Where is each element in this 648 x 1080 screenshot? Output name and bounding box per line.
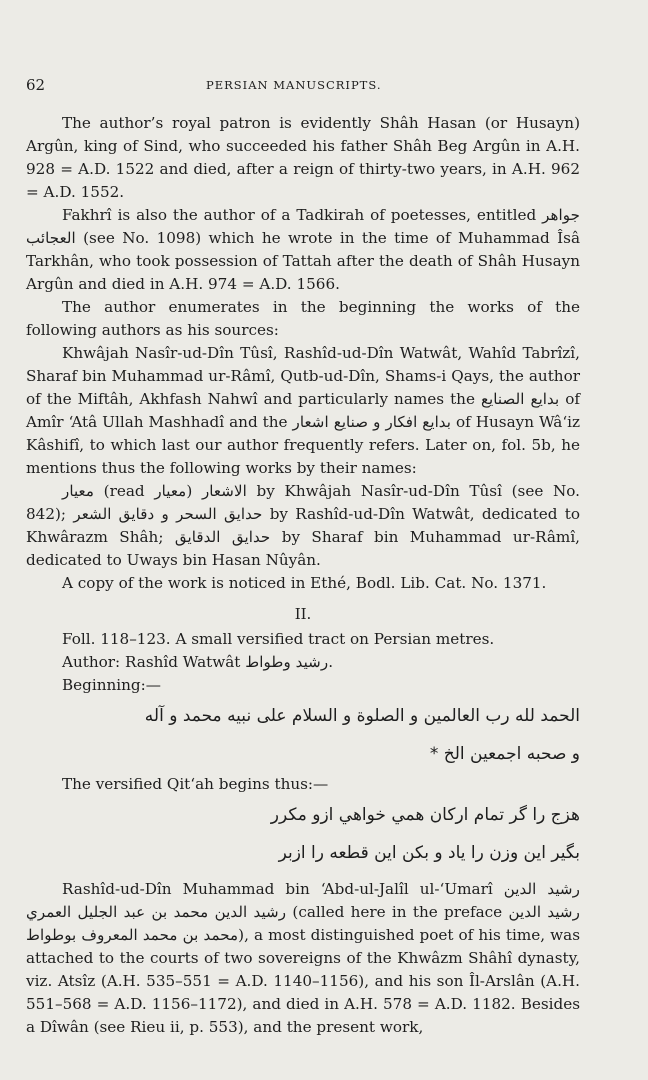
- paragraph-sources-intro: The author enumerates in the beginning the works of the following authors as his sources:: [26, 298, 580, 339]
- beginning-persian-line-2: و صحبه اجمعين الخ *: [429, 744, 580, 764]
- running-title: PERSIAN MANUSCRIPTS.: [206, 78, 382, 92]
- beginning-label: Beginning:—: [62, 676, 161, 694]
- paragraph-ethe-copy: A copy of the work is noticed in Ethé, Bodl. Lib. Cat. No. 1371.: [62, 574, 547, 592]
- page-header: [26, 76, 586, 96]
- qitah-label: The versified Qit‘ah begins thus:—: [62, 775, 329, 793]
- verse-line-2: بگير اين وزن را ياد و بکن اين قطعه را ازبر: [278, 843, 580, 863]
- page-number: 62: [26, 76, 46, 94]
- section-heading: II.: [294, 605, 312, 623]
- paragraph-source-authors: Khwâjah Nasîr-ud-Dîn Tûsî, Rashîd-ud-Dîn Watwât, Wahîd Tabrîzî, Sharaf bin Muhammad ur-Râmî, Qutb-ud-Dîn, Shams-i Qays, the author of the Miftâh, Akhfash Nahwî and particularly names the بدايع الصنايع of Amîr ‘Atâ Ullah Mashhadî and the بدايع افكار و صنايع اشعار of Husayn Wâ‘iz Kâshifî, to which last our author frequently refers. Later on, fol. 5b, he mentions thus the following works by their names:: [26, 344, 581, 477]
- page-body: [26, 112, 580, 1039]
- folio-line: Foll. 118–123. A small versified tract on Persian metres.: [62, 630, 495, 648]
- paragraph-royal-patron: The author’s royal patron is evidently Shâh Hasan (or Husayn) Argûn, king of Sind, who succeeded his father Shâh Beg Argûn in A.H. 928 = A.D. 1522 and died, after a reign of thirty-two years, in A.H. 962 = A.D. 1552.: [26, 114, 580, 201]
- paragraph-fakhri: Fakhrî is also the author of a Tadkirah of poetesses, entitled جواهر العجائب (see No. 1098) which he wrote in the time of Muhammad Îsâ Tarkhân, who took possession of Tattah after the death of Shâh Husayn Argûn and died in A.H. 974 = A.D. 1566.: [26, 206, 580, 293]
- beginning-persian-line-1: الحمد لله رب العالمين و الصلوة و السلام على نبيه محمد و آله: [144, 706, 580, 726]
- paragraph-named-works: معيار (read معيار) الاشعار by Khwâjah Nasîr-ud-Dîn Tûsî (see No. 842); حدايق السحر و دقايق الشعر by Rashîd-ud-Dîn Watwât, dedicated to Khwârazm Shâh; حدايق الدقايق by Sharaf bin Muhammad ur-Râmî, dedicated to Uways bin Hasan Nûyân.: [26, 482, 581, 569]
- author-line: Author: Rashîd Watwât رشيد وطواط.: [62, 653, 334, 671]
- paragraph-rashid-biography: Rashîd-ud-Dîn Muhammad bin ‘Abd-ul-Jalîl ul-‘Umarî رشيد الدين رشيد الدين محمد بن عبد الجليل العمري (called here in the preface رشيد الدين محمد بن محمد المعروف بوطواط), a most distinguished poet of his time, was attached to the courts of two sovereigns of the Khwâzm Shâhî dynasty, viz. Atsîz (A.H. 535–551 = A.D. 1140–1156), and his son Îl-Arslân (A.H. 551–568 = A.D. 1156–1172), and died in A.H. 578 = A.D. 1182. Besides a Dîwân (see Rieu ii, p. 553), and the present work,: [26, 880, 580, 1036]
- verse-line-1: هزج را گر تمام ارکان همي خواهي ازو مکرر: [270, 805, 580, 825]
